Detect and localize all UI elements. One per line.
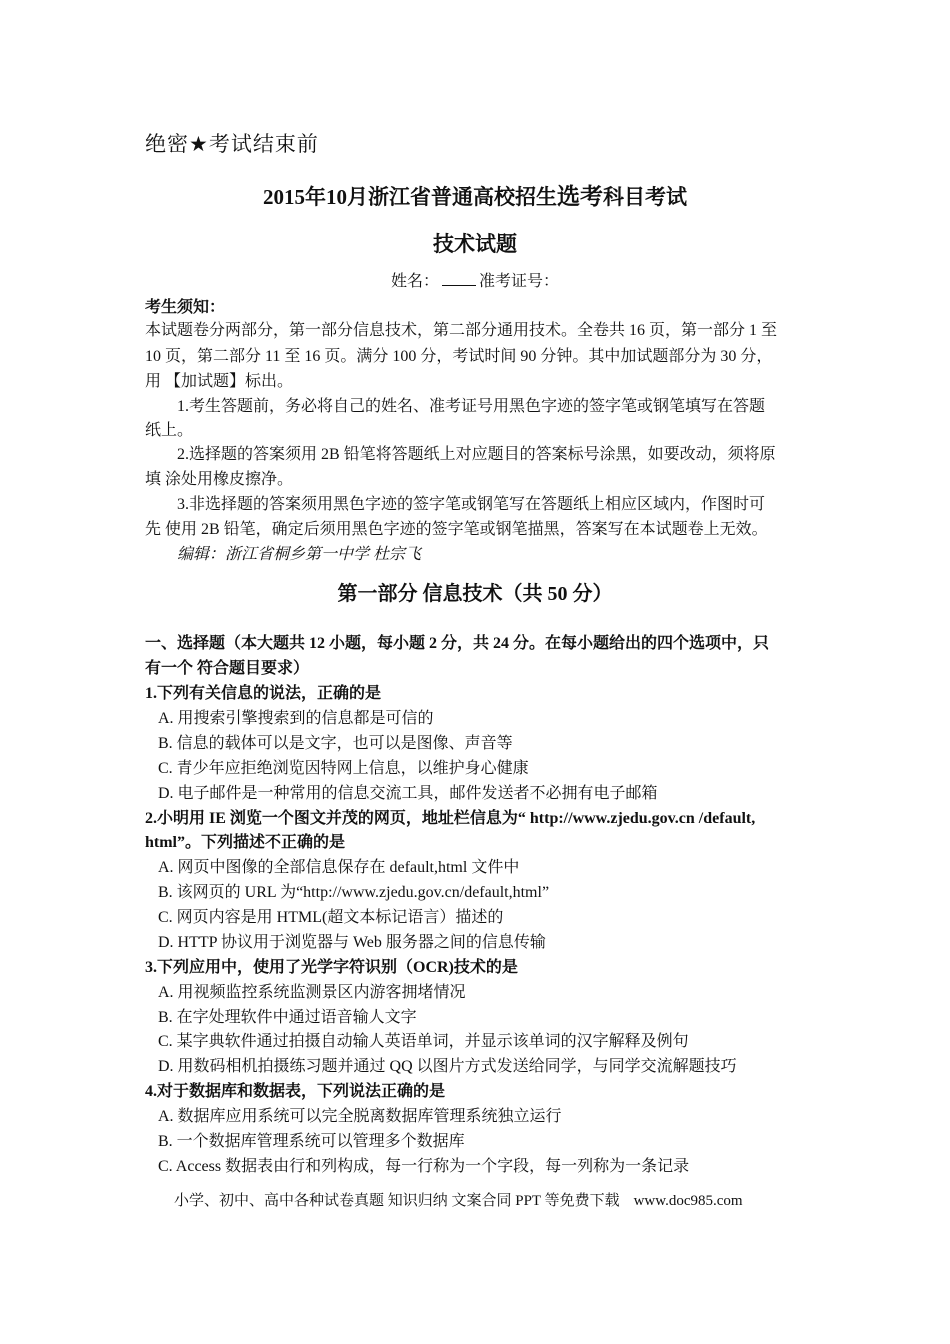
question-1-option-a: A. 用搜索引擎搜索到的信息都是可信的	[158, 710, 434, 727]
section-heading-line1: 一、选择题（本大题共 12 小题，每小题 2 分，共 24 分。在每小题给出的四个选项中，只	[145, 635, 770, 652]
question-3-option-c: C. 某字典软件通过拍摄自动输人英语单词，并显示该单词的汉字解释及例句	[158, 1033, 689, 1050]
notice-heading: 考生须知：	[145, 299, 226, 316]
notice-para1-line3: 用 【加试题】标出。	[145, 373, 294, 390]
name-label: 姓名：	[390, 273, 439, 290]
question-4-stem: 4.对于数据库和数据表，下列说法正确的是	[145, 1083, 446, 1100]
question-2-option-c: C. 网页内容是用 HTML(超文本标记语言）描述的	[158, 909, 504, 926]
part1-heading: 第一部分 信息技术（共 50 分）	[337, 583, 613, 605]
confidential-label: 绝密★考试结束前	[145, 132, 319, 156]
question-4-option-c: C. Access 数据表由行和列构成，每一行称为一个字段，每一列称为一条记录	[158, 1158, 690, 1175]
name-blank	[442, 271, 476, 286]
title-part1: 2015年10月浙江省普通高校招生	[263, 185, 557, 209]
question-1-option-b: B. 信息的载体可以是文字，也可以是图像、声音等	[158, 735, 513, 752]
question-2-option-b: B. 该网页的 URL 为“http://www.zjedu.gov.cn/default,html”	[158, 884, 550, 901]
notice-item2-line1: 2.选择题的答案须用 2B 铅笔将答题纸上对应题目的答案标号涂黑，如要改动，须将原	[177, 446, 776, 463]
question-4-option-a: A. 数据库应用系统可以完全脱离数据库管理系统独立运行	[158, 1108, 562, 1125]
notice-item3-line1: 3.非选择题的答案须用黑色字迹的签字笔或钢笔写在答题纸上相应区域内，作图时可	[177, 496, 766, 513]
editor-credit: 编辑：浙江省桐乡第一中学 杜宗飞	[177, 546, 422, 563]
notice-item1-line1: 1.考生答题前，务必将自己的姓名、准考证号用黑色字迹的签字笔或钢笔填写在答题	[177, 398, 766, 415]
exam-title	[0, 178, 950, 211]
notice-item3-line2: 先 使用 2B 铅笔，确定后须用黑色字迹的签字笔或钢笔描黑，答案写在本试题卷上无效。	[145, 521, 768, 538]
notice-item1-line2: 纸上。	[145, 422, 194, 439]
notice-item2-line2: 填 涂处用橡皮擦净。	[145, 471, 294, 488]
question-3-stem: 3.下列应用中，使用了光学字符识别（OCR)技术的是	[145, 959, 518, 976]
title-emphasis: 选考	[557, 184, 603, 209]
question-2-option-d: D. HTTP 协议用于浏览器与 Web 服务器之间的信息传输	[158, 934, 546, 951]
question-3-option-d: D. 用数码相机拍摄练习题并通过 QQ 以图片方式发送给同学，与同学交流解题技巧	[158, 1058, 737, 1075]
title-part2: 科目考试	[603, 185, 687, 209]
exam-subtitle: 技术试题	[433, 232, 517, 256]
notice-para1-line1: 本试题卷分两部分，第一部分信息技术，第二部分通用技术。全卷共 16 页，第一部分 1 至	[145, 322, 778, 339]
question-2-stem-line2: html”。下列描述不正确的是	[145, 834, 346, 851]
question-4-option-b: B. 一个数据库管理系统可以管理多个数据库	[158, 1133, 465, 1150]
footer-text: 小学、初中、高中各种试卷真题 知识归纳 文案合同 PPT 等免费下载	[174, 1193, 620, 1209]
page-footer	[174, 1189, 743, 1210]
question-1-option-c: C. 青少年应拒绝浏览因特网上信息，以维护身心健康	[158, 760, 529, 777]
question-1-stem: 1.下列有关信息的说法，正确的是	[145, 685, 382, 702]
section-heading-line2: 有一个 符合题目要求）	[145, 660, 310, 677]
question-3-option-b: B. 在字处理软件中通过语音输人文字	[158, 1009, 417, 1026]
question-2-option-a: A. 网页中图像的全部信息保存在 default,html 文件中	[158, 859, 520, 876]
candidate-info-row	[0, 268, 950, 291]
notice-para1-line2: 10 页，第二部分 11 至 16 页。满分 100 分，考试时间 90 分钟。其中加试题部分为 30 分，	[145, 348, 773, 365]
exam-id-label: 准考证号：	[479, 273, 560, 290]
question-2-stem-line1: 2.小明用 IE 浏览一个图文并茂的网页，地址栏信息为“ http://www.zjedu.gov.cn /default,	[145, 810, 756, 827]
footer-url: www.doc985.com	[633, 1193, 743, 1209]
question-1-option-d: D. 电子邮件是一种常用的信息交流工具，邮件发送者不必拥有电子邮箱	[158, 785, 658, 802]
question-3-option-a: A. 用视频监控系统监测景区内游客拥堵情况	[158, 984, 466, 1001]
